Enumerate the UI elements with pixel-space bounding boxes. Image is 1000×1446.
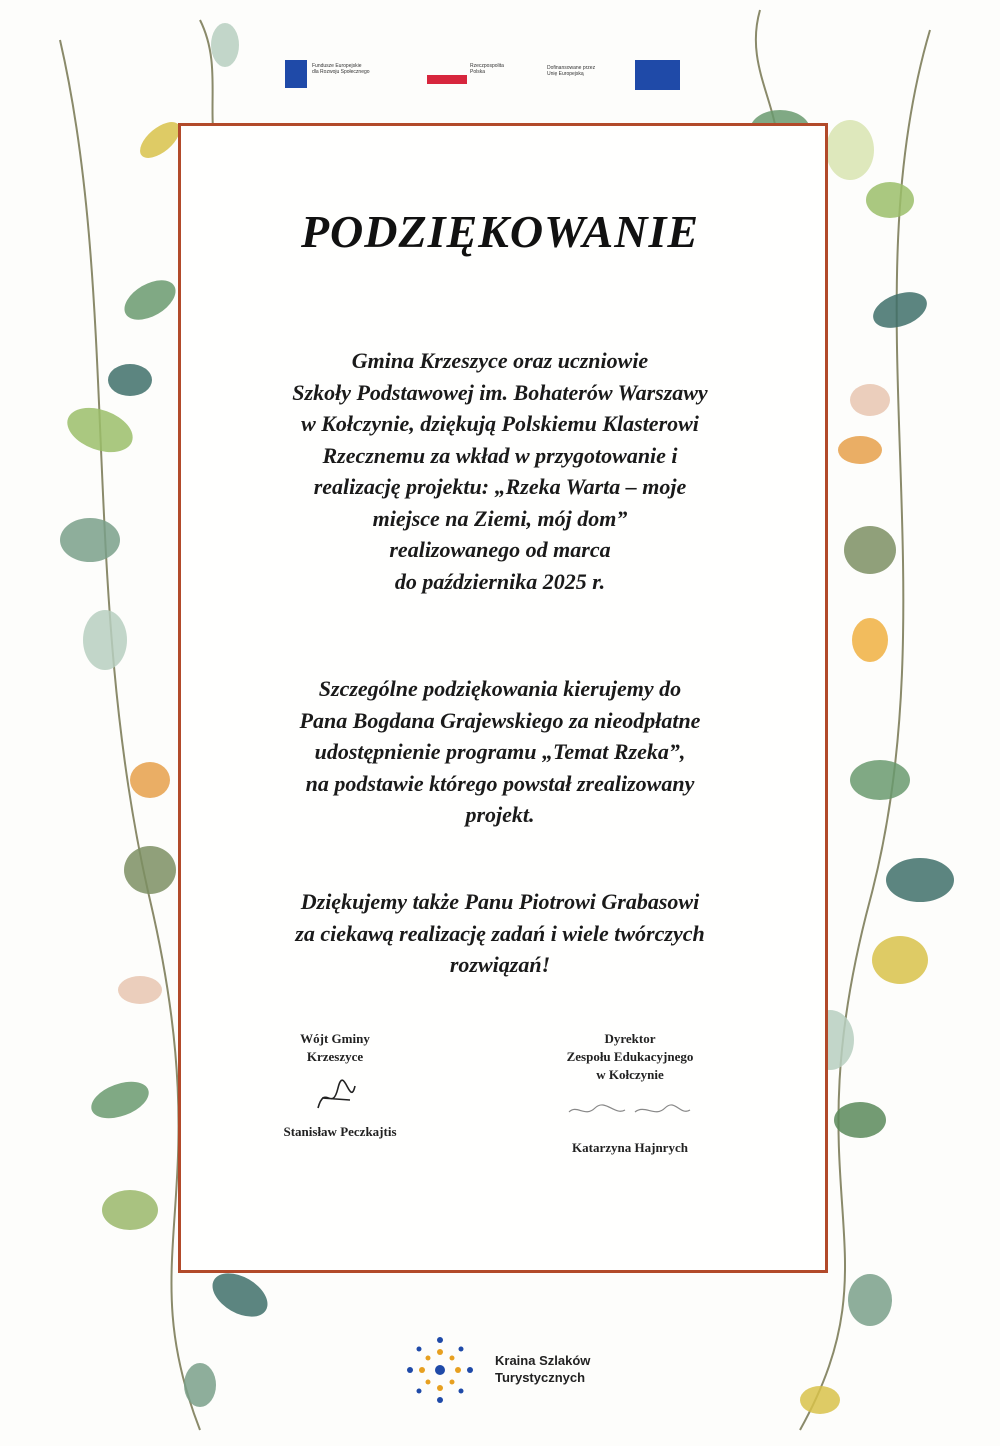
paragraph-main-line: realizowanego od marca bbox=[389, 537, 611, 562]
funding-logos bbox=[280, 55, 700, 100]
logo2-line2: Polska bbox=[470, 69, 486, 75]
kraina-szlakow-logo bbox=[400, 1330, 640, 1410]
footer-logo-line1: Kraina Szlaków bbox=[495, 1353, 591, 1368]
signature-role: Dyrektor bbox=[604, 1031, 656, 1046]
paragraph-special-line: Pana Bogdana Grajewskiego za nieodpłatne bbox=[299, 707, 701, 733]
paragraph-special-line: Szczególne podziękowania kierujemy do bbox=[318, 676, 682, 701]
signature-block-right bbox=[540, 1030, 720, 1084]
logo2-line1: Rzeczpospolita bbox=[470, 63, 504, 69]
paragraph-additional-thanks bbox=[190, 886, 810, 981]
paragraph-main-line: Gmina Krzeszyce oraz uczniowie bbox=[351, 348, 649, 373]
fe-emblem-icon bbox=[285, 60, 307, 88]
eu-funding-logo bbox=[545, 55, 685, 95]
signature-block-left bbox=[235, 1030, 435, 1066]
paragraph-additional-line: za ciekawą realizację zadań i wiele twórczych bbox=[295, 920, 705, 946]
signature-role: Krzeszyce bbox=[306, 1049, 364, 1064]
paragraph-main-line: w Kołczynie, dziękują Polskiemu Klasterowi bbox=[301, 411, 699, 436]
paragraph-special-line: na podstawie którego powstał zrealizowany bbox=[305, 770, 695, 796]
paragraph-main-line: do października 2025 r. bbox=[394, 568, 606, 594]
paragraph-main-line: Rzecznemu za wkład w przygotowanie i bbox=[322, 442, 678, 468]
signature-name-left: Stanisław Peczkajtis bbox=[283, 1124, 397, 1139]
polish-flag-icon bbox=[427, 75, 467, 84]
logo3-line2: Unię Europejską bbox=[547, 71, 584, 77]
signature-role: Zespołu Edukacyjnego bbox=[566, 1049, 694, 1064]
star-dots-icon bbox=[400, 1330, 480, 1410]
rzeczpospolita-polska-logo bbox=[425, 55, 545, 95]
paragraph-special-line: projekt. bbox=[465, 802, 535, 827]
signature-role: Wójt Gminy bbox=[300, 1031, 370, 1046]
logo1-line1: Fundusze Europejskie bbox=[312, 63, 362, 69]
footer-logo-text bbox=[495, 1352, 590, 1386]
signature-role: w Kołczynie bbox=[596, 1067, 664, 1082]
paragraph-main-line: miejsce na Ziemi, mój dom” bbox=[372, 505, 628, 531]
logo3-line1: Dofinansowane przez bbox=[547, 65, 596, 71]
paragraph-main bbox=[190, 345, 810, 597]
certificate-title: PODZIĘKOWANIE bbox=[300, 206, 700, 257]
handwritten-signature-right bbox=[565, 1098, 695, 1124]
paragraph-additional-line: rozwiązań! bbox=[449, 952, 551, 977]
signature-name-right: Katarzyna Hajnrych bbox=[572, 1140, 688, 1155]
logo1-line2: dla Rozwoju Społecznego bbox=[312, 69, 370, 75]
paragraph-additional-line: Dziękujemy także Panu Piotrowi Grabasowi bbox=[300, 889, 700, 914]
eu-flag-icon bbox=[635, 60, 680, 90]
paragraph-main-line: realizację projektu: „Rzeka Warta – moje bbox=[313, 474, 687, 499]
paragraph-main-line: Szkoły Podstawowej im. Bohaterów Warszawy bbox=[292, 379, 708, 405]
footer-logo-line2: Turystycznych bbox=[495, 1370, 586, 1385]
paragraph-special-line: udostępnienie programu „Temat Rzeka”, bbox=[314, 739, 686, 764]
paragraph-special-thanks bbox=[190, 673, 810, 831]
fundusze-europejskie-logo bbox=[280, 55, 400, 95]
handwritten-signature-left bbox=[310, 1078, 360, 1118]
